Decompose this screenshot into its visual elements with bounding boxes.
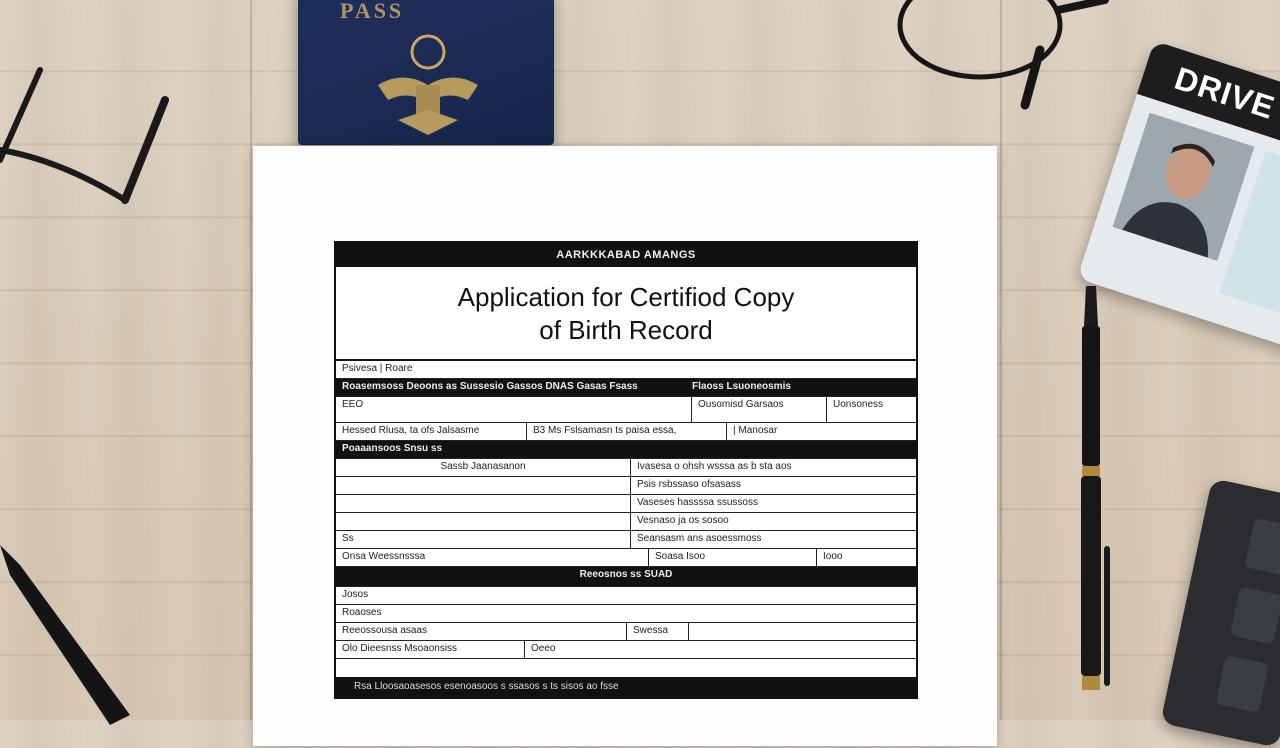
form-field-label: Oeeo: [524, 641, 916, 658]
form-footer-band: Rsa Lloosaoasesos esenoasoos s ssasos s ts sisos ao fsse: [336, 677, 916, 697]
form-field-label: EEO: [342, 399, 364, 410]
form-field-label: Soasa Isoo: [648, 549, 816, 566]
form-field-label: Sassb Jaanasanon: [440, 461, 526, 472]
form-field-label: Ousomisd Garsaos: [691, 397, 826, 422]
keypad-key: [1230, 586, 1280, 644]
form-field-label: Ss: [342, 533, 354, 544]
form-field-label: Seansasm ans asoessmoss: [630, 531, 916, 548]
form-field-label: Psivesa | Roare: [342, 363, 413, 374]
form-title-line1: Application for Certifiod Copy: [457, 282, 795, 312]
form-field-label: Vesnaso ja os sosoo: [630, 513, 916, 530]
form-field-label: Vaseses hassssa ssussoss: [630, 495, 916, 512]
keypad-key: [1245, 518, 1280, 576]
license-label: DRIVE: [1170, 59, 1280, 126]
form-field-label: Ivasesa o ohsh wsssa as b sta aos: [630, 459, 916, 476]
form-section-header: [336, 441, 916, 459]
form-row: [336, 659, 916, 677]
birth-record-application-form: [334, 241, 918, 699]
form-row: [336, 641, 916, 659]
section-label: Flaoss Lsuoneosmis: [692, 381, 791, 392]
form-field-empty: [336, 513, 630, 530]
form-row: [336, 397, 916, 423]
eagle-emblem-icon: [368, 30, 488, 140]
form-field-label: Psis rsbssaso ofsasass: [630, 477, 916, 494]
passport: [298, 0, 554, 145]
section-label: Poaaansoos Snsu ss: [342, 443, 443, 454]
form-row: [336, 495, 916, 513]
form-field-label: Uonsoness: [826, 397, 916, 422]
license-photo: [1113, 113, 1255, 261]
form-section-header: [336, 567, 916, 587]
form-title-line2: of Birth Record: [539, 315, 713, 345]
form-field-label: Swessa: [626, 623, 688, 640]
form-field-label: Onsa Weessnsssa: [342, 551, 426, 562]
form-field-label: Roaoses: [342, 607, 382, 618]
form-header-band: AARKKKABAD AMANGS: [336, 243, 916, 267]
form-field-label: B3 Ms Fslsamasn ts paisa essa,: [526, 423, 726, 440]
form-row: [336, 477, 916, 495]
wood-seam: [250, 0, 252, 720]
form-row: [336, 531, 916, 549]
form-field-empty: [336, 495, 630, 512]
form-field-label: Olo Dieesnss Msoaonsiss: [342, 643, 458, 654]
form-row: [336, 459, 916, 477]
passport-title: PASS: [340, 0, 405, 23]
form-row: [336, 587, 916, 605]
form-field-label: | Manosar: [726, 423, 916, 440]
form-section-header: [336, 379, 916, 397]
section-label: Reeosnos ss SUAD: [579, 569, 673, 580]
keypad-key: [1215, 655, 1268, 713]
form-field-label: Josos: [342, 589, 369, 600]
form-field-label: Iooo: [816, 549, 916, 566]
marker-pen: [0, 545, 140, 725]
section-label: Roasemsoss Deoons as Sussesio Gassos DNAS Gasas Fsass: [342, 381, 638, 392]
fountain-pen: [1068, 286, 1118, 716]
form-row: [336, 605, 916, 623]
form-field-label: Reeossousa asaas: [342, 625, 428, 636]
form-row: [336, 361, 916, 379]
form-row: [336, 549, 916, 567]
form-row: [336, 513, 916, 531]
calculator-keypad: [1160, 478, 1280, 747]
form-row: [336, 623, 916, 641]
eyeglasses-right: [890, 0, 1130, 130]
form-title: [336, 267, 916, 361]
eyeglasses-left: [0, 60, 190, 220]
form-field-label: Hessed Rlusa, ta ofs Jalsasme: [342, 425, 480, 436]
form-row: [336, 423, 916, 441]
person-portrait-icon: [1113, 113, 1255, 261]
form-field-empty: [336, 477, 630, 494]
form-field-empty: [688, 623, 916, 640]
